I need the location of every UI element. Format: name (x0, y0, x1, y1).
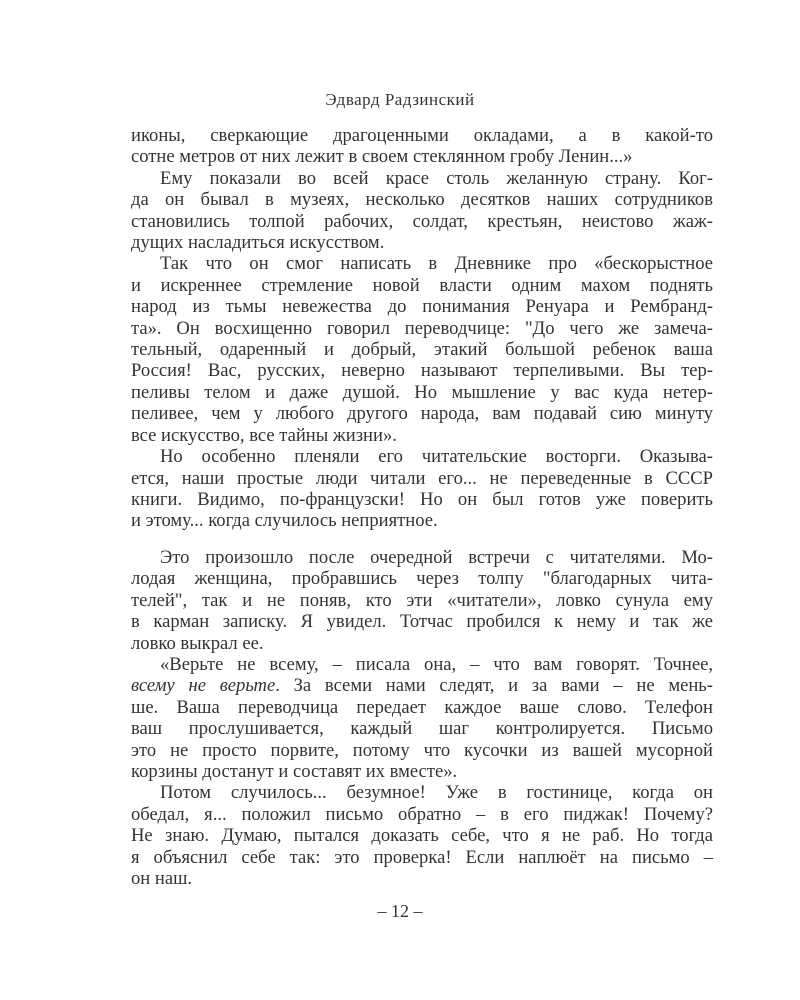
paragraph-start-line: Это произошло после очередной встречи с читателями. Мо- (160, 547, 713, 568)
text-line: тельный, одаренный и добрый, этакий большой ребенок ваша (131, 339, 713, 361)
paragraph-start-line: Потом случилось... безумное! Уже в гостинице, когда он (160, 782, 713, 804)
text-line: ше. Ваша переводчица передает каждое ваше слово. Телефон (131, 696, 713, 718)
paragraph-start-line: Ему показали во всей красе столь желанную страну. Ког- (160, 167, 713, 189)
text-line: иконы, сверкающие драгоценными окладами, а в какой-то (131, 125, 713, 146)
text-line: ваш прослушивается, каждый шаг контролируется. Письмо (131, 718, 713, 740)
text-line: обедал, я... положил письмо обратно – в его пиджак! Почему? (131, 803, 713, 825)
text-line: пеливы телом и даже душой. Но мышление у вас куда нетер- (131, 381, 713, 403)
text-line: пеливее, чем у любого другого народа, вам подавай сию минуту (131, 403, 713, 425)
text-line: народ из тьмы невежества до понимания Ренуара и Рембранд- (131, 296, 713, 318)
text-line: да он бывал в музеях, несколько десятков наших сотрудников (131, 189, 713, 211)
paragraph-start-line: Но особенно пленяли его читательские восторги. Оказыва- (160, 446, 713, 468)
text-run: . За всеми нами следят, и за вами – не мень- (275, 675, 713, 697)
body-text-section-1 (131, 125, 713, 532)
text-line: становились толпой рабочих, солдат, крестьян, неистово жаж- (131, 210, 713, 232)
text-line: все искусство, все тайны жизни». (131, 424, 397, 446)
text-line: и этому... когда случилось неприятное. (131, 510, 438, 532)
text-line: и искреннее стремление новой власти одним махом поднять (131, 274, 713, 296)
text-line: та». Он восхищенно говорил переводчице: "До чего же замеча- (131, 317, 713, 339)
text-line: я объяснил себе так: это проверка! Если наплюёт на письмо – (131, 846, 713, 868)
text-line: в карман записку. Я увидел. Тотчас пробился к нему и так же (131, 611, 713, 633)
text-line: это не просто порвите, потому что кусочки из вашей мусорной (131, 739, 713, 761)
text-line: ется, наши простые люди читали его... не переведенные в СССР (131, 467, 713, 489)
text-line: он наш. (131, 868, 193, 890)
text-line: лодая женщина, пробравшись через толпу "благодарных чита- (131, 568, 713, 590)
paragraph-start-line: «Верьте не всему, – писала она, – что вам говорят. Точнее, (160, 654, 713, 676)
text-line: Россия! Вас, русских, неверно называют терпеливыми. Вы тер- (131, 360, 713, 382)
running-header-author: Эдвард Радзинский (325, 90, 475, 109)
text-line: дущих насладиться искусством. (131, 232, 385, 254)
text-line: сотне метров от них лежит в своем стеклянном гробу Ленин...» (131, 146, 633, 168)
text-line: ловко выкрал ее. (131, 632, 264, 654)
text-line: телей", так и не поняв, кто эти «читатели», ловко сунула ему (131, 589, 713, 611)
body-text-section-2 (131, 547, 713, 890)
page-number: – 12 – (377, 901, 423, 921)
italic-emphasis: всему не верьте (131, 675, 276, 697)
text-line: книги. Видимо, по-французски! Но он был готов уже поверить (131, 488, 713, 510)
text-line: Не знаю. Думаю, пытался доказать себе, что я не раб. Но тогда (131, 825, 713, 847)
text-line-with-italic (131, 675, 713, 696)
paragraph-start-line: Так что он смог написать в Дневнике про «бескорыстное (160, 253, 713, 275)
text-line: корзины достанут и составят их вместе». (131, 761, 458, 783)
